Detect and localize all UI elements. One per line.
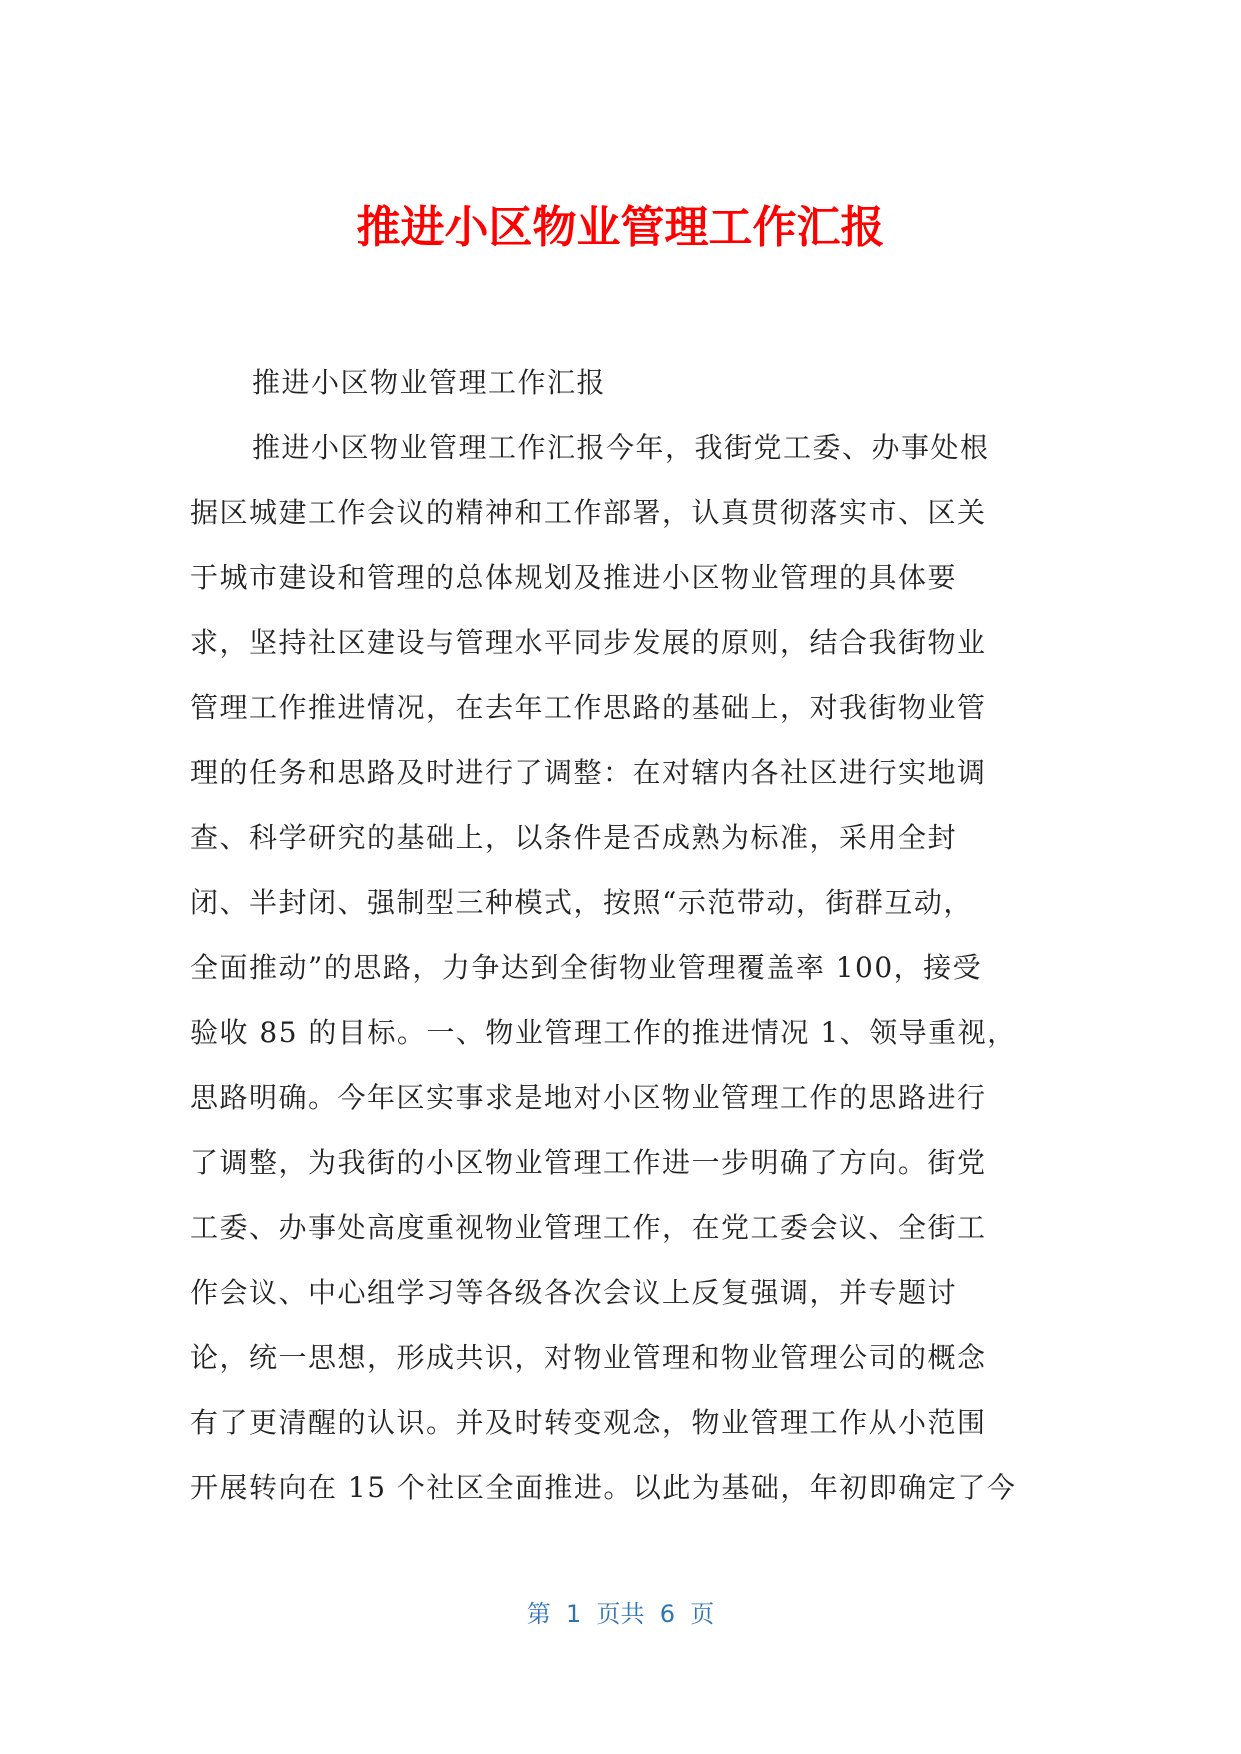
document-title: 推进小区物业管理工作汇报 <box>356 202 885 253</box>
body-line: 推进小区物业管理工作汇报今年，我街党工委、办事处根 <box>252 431 990 464</box>
body-line: 求，坚持社区建设与管理水平同步发展的原则，结合我街物业 <box>190 626 987 659</box>
body-line: 开展转向在 15 个社区全面推进。以此为基础，年初即确定了今 <box>190 1471 1017 1504</box>
body-line: 验收 85 的目标。一、物业管理工作的推进情况 1、领导重视， <box>190 1016 1017 1049</box>
body-line: 闭、半封闭、强制型三种模式，按照“示范带动，街群互动， <box>190 886 973 919</box>
body-line: 作会议、中心组学习等各级各次会议上反复强调，并专题讨 <box>190 1276 958 1309</box>
page-number-footer: 第 1 页共 6 页 <box>526 1600 715 1628</box>
body-line: 思路明确。今年区实事求是地对小区物业管理工作的思路进行 <box>190 1081 987 1114</box>
body-line: 理的任务和思路及时进行了调整：在对辖内各社区进行实地调 <box>190 756 987 789</box>
body-line: 推进小区物业管理工作汇报 <box>252 366 607 399</box>
body-line: 全面推动”的思路，力争达到全街物业管理覆盖率 100，接受 <box>190 951 983 984</box>
body-line: 管理工作推进情况，在去年工作思路的基础上，对我街物业管 <box>190 691 987 724</box>
body-line: 有了更清醒的认识。并及时转变观念，物业管理工作从小范围 <box>190 1406 987 1439</box>
body-line: 于城市建设和管理的总体规划及推进小区物业管理的具体要 <box>190 561 958 594</box>
body-line: 了调整，为我街的小区物业管理工作进一步明确了方向。街党 <box>190 1146 987 1179</box>
body-line: 查、科学研究的基础上，以条件是否成熟为标准，采用全封 <box>190 821 958 854</box>
body-line: 据区城建工作会议的精神和工作部署，认真贯彻落实市、区关 <box>190 496 987 529</box>
body-line: 工委、办事处高度重视物业管理工作，在党工委会议、全街工 <box>190 1211 987 1244</box>
body-line: 论，统一思想，形成共识，对物业管理和物业管理公司的概念 <box>190 1341 987 1374</box>
document-body <box>190 350 1070 1520</box>
